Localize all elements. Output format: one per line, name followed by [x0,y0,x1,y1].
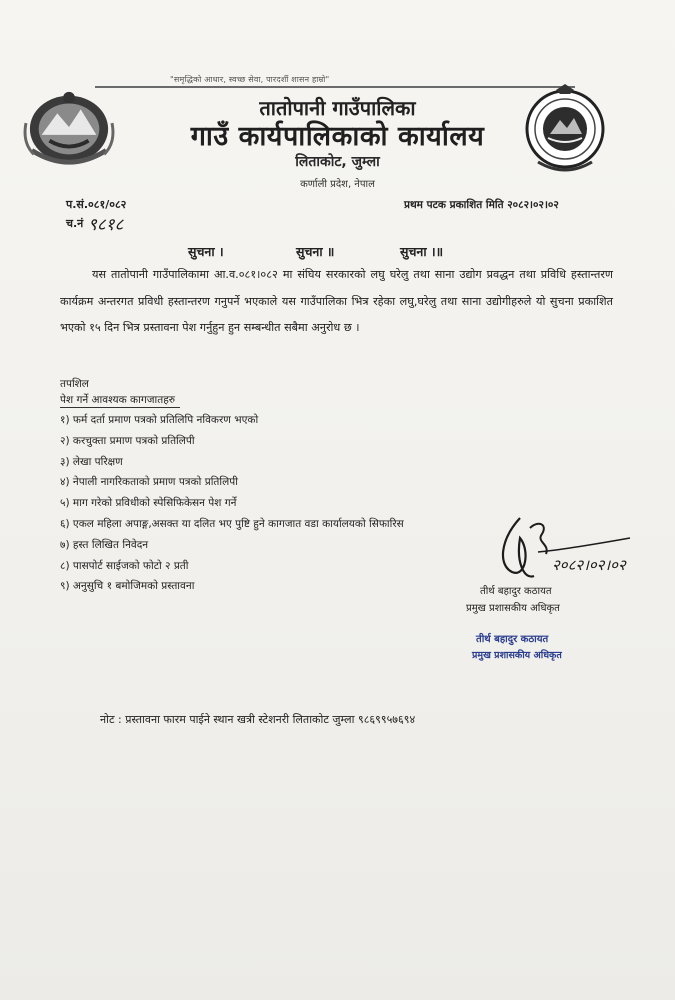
list-item: ४) नेपाली नागरिकताको प्रमाण पत्रको प्रतिलिपी [60,476,238,489]
signatory-name: तीर्थ बहादुर कठायत [480,586,552,597]
list-item: ३) लेखा परिक्षण [60,455,123,468]
notice-title-2: सुचना ॥ [296,244,335,259]
header-divider [95,86,575,88]
dispatch-number-handwritten: ९८१८ [88,215,124,235]
notice-body: यस तातोपानी गाउँपालिकामा आ.व.०८१।०८२ मा संघिय सरकारको लघु घरेलु तथा साना उद्योग प्रवद्धन तथा प्रविधि हस्तान्तरण कार्यक्रम अन्तरगत प्रविधी हस्तान्तरण गनुपर्ने भएकाले यस गाउँपालिका भित्र रहेका लघु,घरेलु तथा साना उद्योगीहरुले यो सुचना प्रकाशित भएको १५ दिन भित्र प्रस्तावना पेश गर्नुहुन हुन सम्बन्धीत सबैमा अनुरोध छ । [60,268,613,334]
motto: "समृद्धिको आधार, स्वच्छ सेवा, पारदर्शी शासन हाम्रो" [170,75,330,84]
list-item: ६) एकल महिला अपाङ्ग,असक्त या दलित भए पुष्टि हुने कागजात वडा कार्यालयको सिफारिस [60,517,404,530]
details-heading: तपशिल [60,378,89,390]
address-line-2: कर्णाली प्रदेश, नेपाल [300,179,375,190]
municipality-name: तातोपानी गाउँपालिका [259,96,416,120]
requirements-list [60,410,404,597]
notice-title-1: सुचना । [188,244,224,259]
list-item: ७) हस्त लिखित निवेदन [60,538,149,551]
publish-date: प्रथम पटक प्रकाशित मिति २०८२।०२।०२ [404,199,559,211]
requirements-heading: पेश गर्ने आवश्यक कागजातहरु [60,394,176,406]
dispatch-label: च.नं [66,217,84,230]
stamp-name: तीर्थ बहादुर कठायत [476,634,549,645]
list-item: ५) माग गरेको प्रविधीको स्पेसिफिकेसन पेश गर्ने [60,497,237,510]
list-item: ८) पासपोर्ट साईजको फोटो २ प्रती [60,559,189,572]
signature-scribble-icon [490,510,640,585]
list-item: २) करचुक्ता प्रमाण पत्रको प्रतिलिपी [60,434,195,447]
stamp-title: प्रमुख प्रशासकीय अधिकृत [472,650,562,661]
list-item: ९) अनुसुचि १ बमोजिमको प्रस्तावना [60,580,195,593]
heading-underline [60,407,180,408]
notice-title-3: सुचना ।॥ [400,244,444,259]
footnote: नोट : प्रस्तावना फारम पाईने स्थान खत्री स्टेशनरी लिताकोट जुम्ला ९८६९९५७६९४ [100,713,416,726]
address-line-1: लिताकोट, जुम्ला [295,154,380,170]
list-item: १) फर्म दर्ता प्रमाण पत्रको प्रतिलिपि नविकरण भएको [60,414,259,426]
office-title: गाउँ कार्यपालिकाको कार्यालय [190,121,485,152]
handwritten-date: २०८२।०२।०२ [552,556,626,574]
signatory-title: प्रमुख प्रशासकीय अधिकृत [466,603,560,614]
letter-number: प.सं.०८१/०८२ [66,198,127,211]
